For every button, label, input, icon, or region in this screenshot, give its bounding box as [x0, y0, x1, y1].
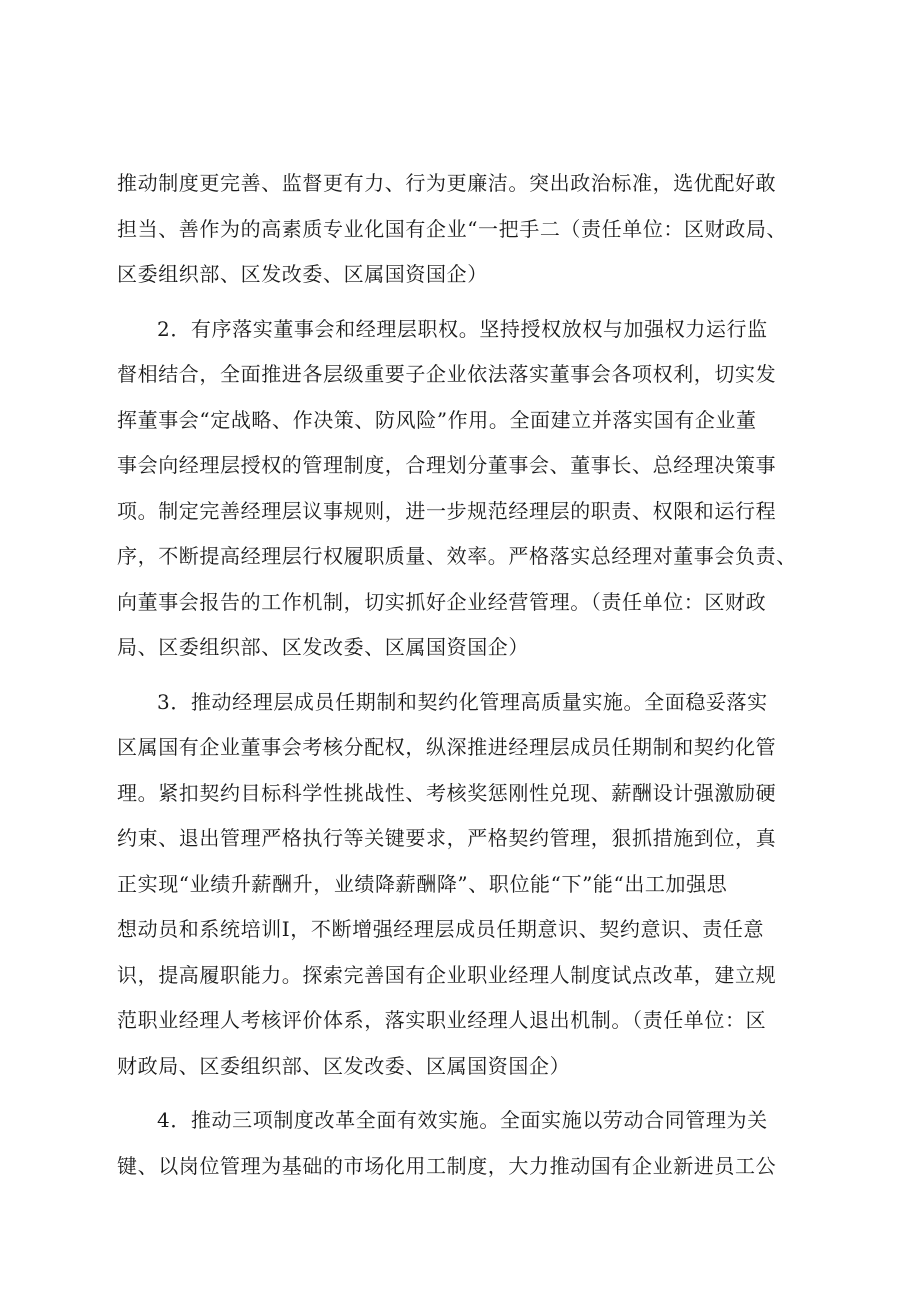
text-line: 序，不断提高经理层行权履职质量、效率。严格落实总经理对董事会负责、	[117, 544, 797, 568]
text-line: 项。制定完善经理层议事规则，进一步规范经理层的职责、权限和运行程	[117, 498, 777, 523]
text-line: 事会向经理层授权的管理制度，合理划分董事会、董事长、总经理决策事	[117, 453, 777, 477]
paragraph-3-heading-line: 3．推动经理层成员任期制和契约化管理高质量实施。全面稳妥落实	[157, 689, 768, 714]
text-line: 推动制度更完善、监督更有力、行为更廉洁。突出政治标准，选优配好敢	[117, 171, 777, 195]
text-line: 键、以岗位管理为基础的市场化用工制度，大力推动国有企业新进员工公	[117, 1153, 777, 1178]
document-body	[117, 161, 817, 1189]
text-line: 向董事会报告的工作机制，切实抓好企业经营管理。（责任单位：区财政	[117, 589, 767, 614]
paragraph-4-heading-line: 4．推动三项制度改革全面有效实施。全面实施以劳动合同管理为关	[157, 1108, 768, 1132]
text-line: 范职业经理人考核评价体系，落实职业经理人退出机制。（责任单位：区	[117, 1008, 767, 1032]
text-line: 正实现“业绩升薪酬升，业绩降薪酬降”、职位能“下”能“出工加强思	[117, 871, 728, 896]
text-line: 识，提高履职能力。探索完善国有企业职业经理人制度试点改革，建立规	[117, 962, 777, 987]
text-line: 挥董事会“定战略、作决策、防风险”作用。全面建立并落实国有企业董	[117, 407, 757, 432]
text-line: 区委组织部、区发改委、区属国资国企）	[117, 262, 488, 286]
text-line: 想动员和系统培训Ⅰ，不断增强经理层成员任期意识、契约意识、责任意	[117, 917, 765, 941]
text-line: 区属国有企业董事会考核分配权，纵深推进经理层成员任期制和契约化管	[117, 735, 777, 759]
paragraph-2-heading-line: 2．有序落实董事会和经理层职权。坚持授权放权与加强权力运行监	[157, 316, 768, 341]
text-line: 局、区委组织部、区发改委、区属国资国企）	[117, 635, 529, 659]
text-line: 担当、善作为的高素质专业化国有企业“一把手二（责任单位：区财政局、	[117, 216, 788, 241]
text-line: 约束、退出管理严格执行等关键要求，严格契约管理，狠抓措施到位，真	[117, 826, 777, 850]
text-line: 财政局、区委组织部、区发改委、区属国资国企）	[117, 1053, 571, 1078]
text-line: 理。紧扣契约目标科学性挑战性、考核奖惩刚性兑现、薪酬设计强激励硬	[117, 780, 777, 805]
text-line: 督相结合，全面推进各层级重要子企业依法落实董事会各项权利，切实发	[117, 362, 777, 386]
